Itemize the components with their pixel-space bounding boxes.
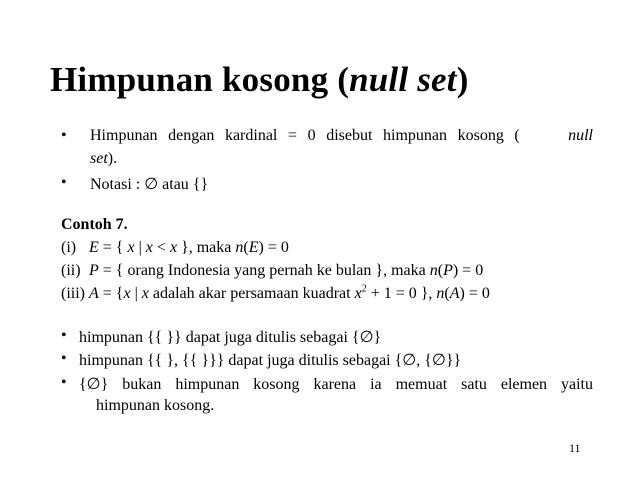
example-item-i <box>61 239 289 257</box>
title-italic: null set <box>349 60 457 99</box>
math-var: E <box>89 239 99 256</box>
math-var: A <box>449 285 460 302</box>
bullet-1-line-2 <box>90 150 117 168</box>
math-text: = { <box>98 239 128 256</box>
math-var: x <box>127 239 135 256</box>
note-3-line-2: himpunan kosong. <box>96 397 215 414</box>
note-2: himpunan {{ }, {{ }}} dapat juga ditulis sebagai {∅, {∅}} <box>79 352 462 369</box>
math-text: adalah akar persamaan kuadrat <box>148 285 355 302</box>
bullet-2-line <box>90 174 208 194</box>
bullet-1-close: ). <box>107 150 118 167</box>
note-1: himpunan {{ }} dapat juga ditulis sebagai {∅} <box>79 329 382 346</box>
example-label: (i) <box>61 239 77 256</box>
emptyset-symbol: ∅ <box>144 176 159 193</box>
math-exponent: 2 <box>361 283 367 295</box>
math-var: n <box>235 239 244 256</box>
math-text: = { <box>98 285 124 302</box>
math-text: + 1 = 0 }, <box>366 285 437 302</box>
math-text: = { orang Indonesia yang pernah ke bulan }, maka <box>98 262 430 279</box>
math-text: ( <box>437 262 444 279</box>
math-text: ) = 0 <box>452 262 484 279</box>
math-text: < <box>152 239 170 256</box>
math-var: n <box>436 285 445 302</box>
bullet-symbol: • <box>61 327 67 344</box>
math-var: x <box>141 285 149 302</box>
math-var: P <box>89 262 99 279</box>
math-text: ( <box>444 285 450 302</box>
math-var: P <box>443 262 453 279</box>
math-text: ) = 0 <box>459 285 490 302</box>
math-text: | <box>130 285 142 302</box>
math-text: }, maka <box>177 239 236 256</box>
example-label: (ii) <box>61 262 81 279</box>
bullet-1-italic-set: set <box>90 150 108 167</box>
page-title <box>50 60 469 100</box>
math-text: | <box>134 239 146 256</box>
bullet-symbol: • <box>61 127 67 144</box>
math-var: x <box>123 285 131 302</box>
bullet-symbol: • <box>61 350 67 367</box>
math-text: ) = 0 <box>258 239 289 256</box>
bullet-symbol: • <box>61 374 67 391</box>
example-heading: Contoh 7. <box>61 216 128 233</box>
page-number: 11 <box>569 441 581 455</box>
title-main: Himpunan kosong ( <box>50 60 350 99</box>
math-var: A <box>89 285 99 302</box>
math-var: x <box>169 239 178 256</box>
note-3-line-1: {∅} bukan himpunan kosong karena ia memuat satu elemen yaitu <box>79 376 593 393</box>
bullet-symbol: • <box>61 174 67 191</box>
notation-alt: atau {} <box>158 176 209 193</box>
bullet-1-line-1 <box>90 127 593 145</box>
example-item-iii <box>61 285 490 303</box>
math-var: n <box>429 262 438 279</box>
example-label: (iii) <box>61 285 85 302</box>
math-text: ( <box>243 239 249 256</box>
bullet-1-italic-null: null <box>568 127 593 144</box>
bullet-1-text: Himpunan dengan kardinal = 0 disebut himpunan kosong ( <box>90 127 520 144</box>
math-var: E <box>248 239 259 256</box>
notation-label: Notasi : <box>90 176 145 193</box>
math-var: x <box>354 285 362 302</box>
example-item-ii <box>61 262 483 280</box>
math-var: x <box>145 239 153 256</box>
title-close: ) <box>456 60 469 99</box>
